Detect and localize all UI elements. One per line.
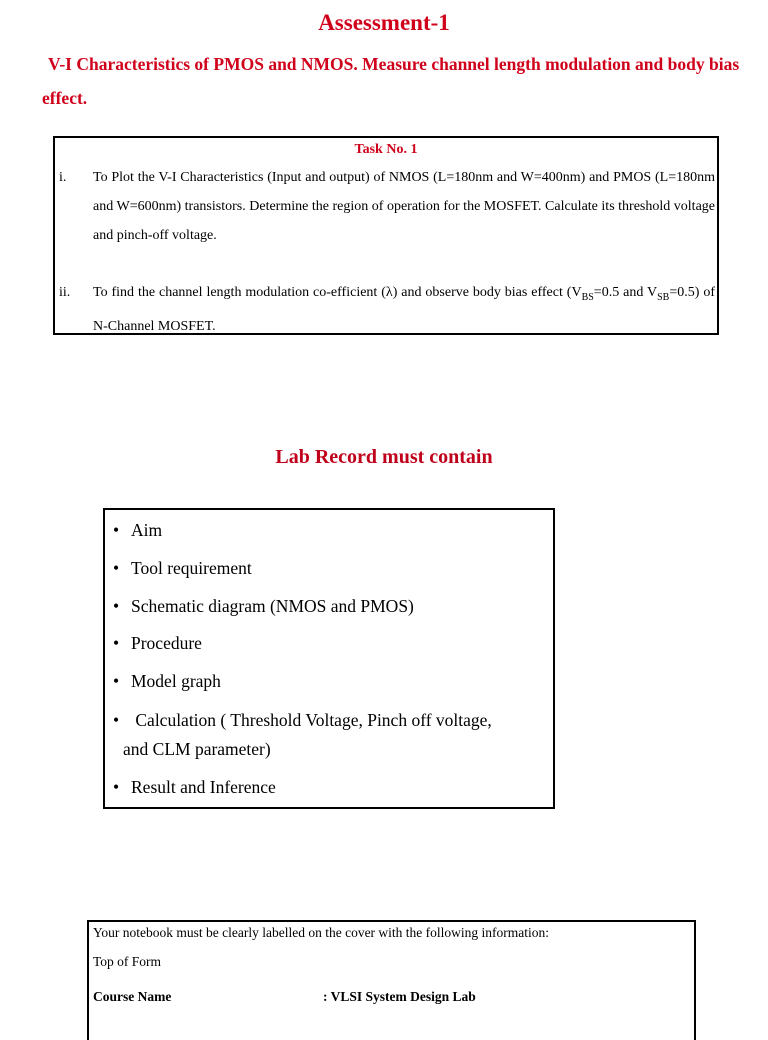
subscript-sb: SB bbox=[657, 291, 670, 303]
lab-record-item bbox=[113, 554, 543, 583]
task-item-i bbox=[59, 163, 715, 250]
lab-record-item-label: Tool requirement bbox=[131, 558, 252, 578]
lab-record-item-continuation bbox=[123, 735, 553, 764]
task-item-text bbox=[93, 278, 715, 341]
task-text-part: =0.5) of N-Channel MOSFET. bbox=[93, 285, 715, 334]
task-item-ii bbox=[59, 278, 715, 341]
lab-record-item-label: Procedure bbox=[131, 633, 202, 653]
lab-record-box bbox=[103, 508, 555, 809]
lab-record-item-label: Calculation ( Threshold Voltage, Pinch off voltage, bbox=[131, 710, 492, 730]
bullet-icon: • bbox=[113, 558, 120, 578]
notebook-info-box bbox=[87, 920, 696, 1040]
lab-record-item bbox=[113, 592, 543, 621]
bullet-icon: • bbox=[113, 710, 120, 730]
bullet-icon: • bbox=[113, 633, 120, 653]
task-box bbox=[53, 136, 719, 335]
course-name-value: : VLSI System Design Lab bbox=[323, 989, 476, 1004]
task-title: Task No. 1 bbox=[354, 142, 418, 157]
lab-record-item-label: and CLM parameter) bbox=[123, 739, 271, 759]
top-of-form: Top of Form bbox=[93, 954, 162, 969]
subscript-bs: BS bbox=[581, 291, 594, 303]
lab-record-item bbox=[113, 667, 543, 696]
lab-record-item-label: Aim bbox=[131, 520, 163, 540]
bullet-icon: • bbox=[113, 777, 120, 797]
lab-record-item-label: Result and Inference bbox=[131, 777, 276, 797]
assessment-subtitle: V-I Characteristics of PMOS and NMOS. Measure channel length modulation and body bias effect. bbox=[42, 54, 740, 108]
course-name-label: Course Name bbox=[93, 989, 172, 1004]
task-item-number: i. bbox=[59, 170, 67, 185]
bullet-icon: • bbox=[113, 520, 120, 540]
page-title: Assessment-1 bbox=[318, 10, 450, 35]
task-item-text: To Plot the V-I Characteristics (Input and output) of NMOS (L=180nm and W=400nm) and PMOS (L=180nm and W=600nm) transistors. Determine the region of operation for the MOSFET. Calculate its threshold voltage and pinch-off voltage. bbox=[93, 170, 715, 243]
task-text-part: =0.5 and V bbox=[593, 285, 658, 300]
lab-record-item bbox=[113, 516, 543, 545]
lab-record-item-label: Model graph bbox=[131, 671, 221, 691]
lab-record-item-label: Schematic diagram (NMOS and PMOS) bbox=[131, 596, 414, 616]
lab-record-item bbox=[113, 706, 543, 735]
bullet-icon: • bbox=[113, 596, 120, 616]
task-text-part: To find the channel length modulation co-efficient (λ) and observe body bias effect (V bbox=[93, 285, 582, 300]
lab-record-item bbox=[113, 773, 543, 802]
task-item-number: ii. bbox=[59, 285, 71, 300]
lab-record-heading: Lab Record must contain bbox=[275, 446, 493, 468]
lab-record-item bbox=[113, 629, 543, 658]
notebook-intro: Your notebook must be clearly labelled on the cover with the following information: bbox=[93, 925, 550, 940]
bullet-icon: • bbox=[113, 671, 120, 691]
